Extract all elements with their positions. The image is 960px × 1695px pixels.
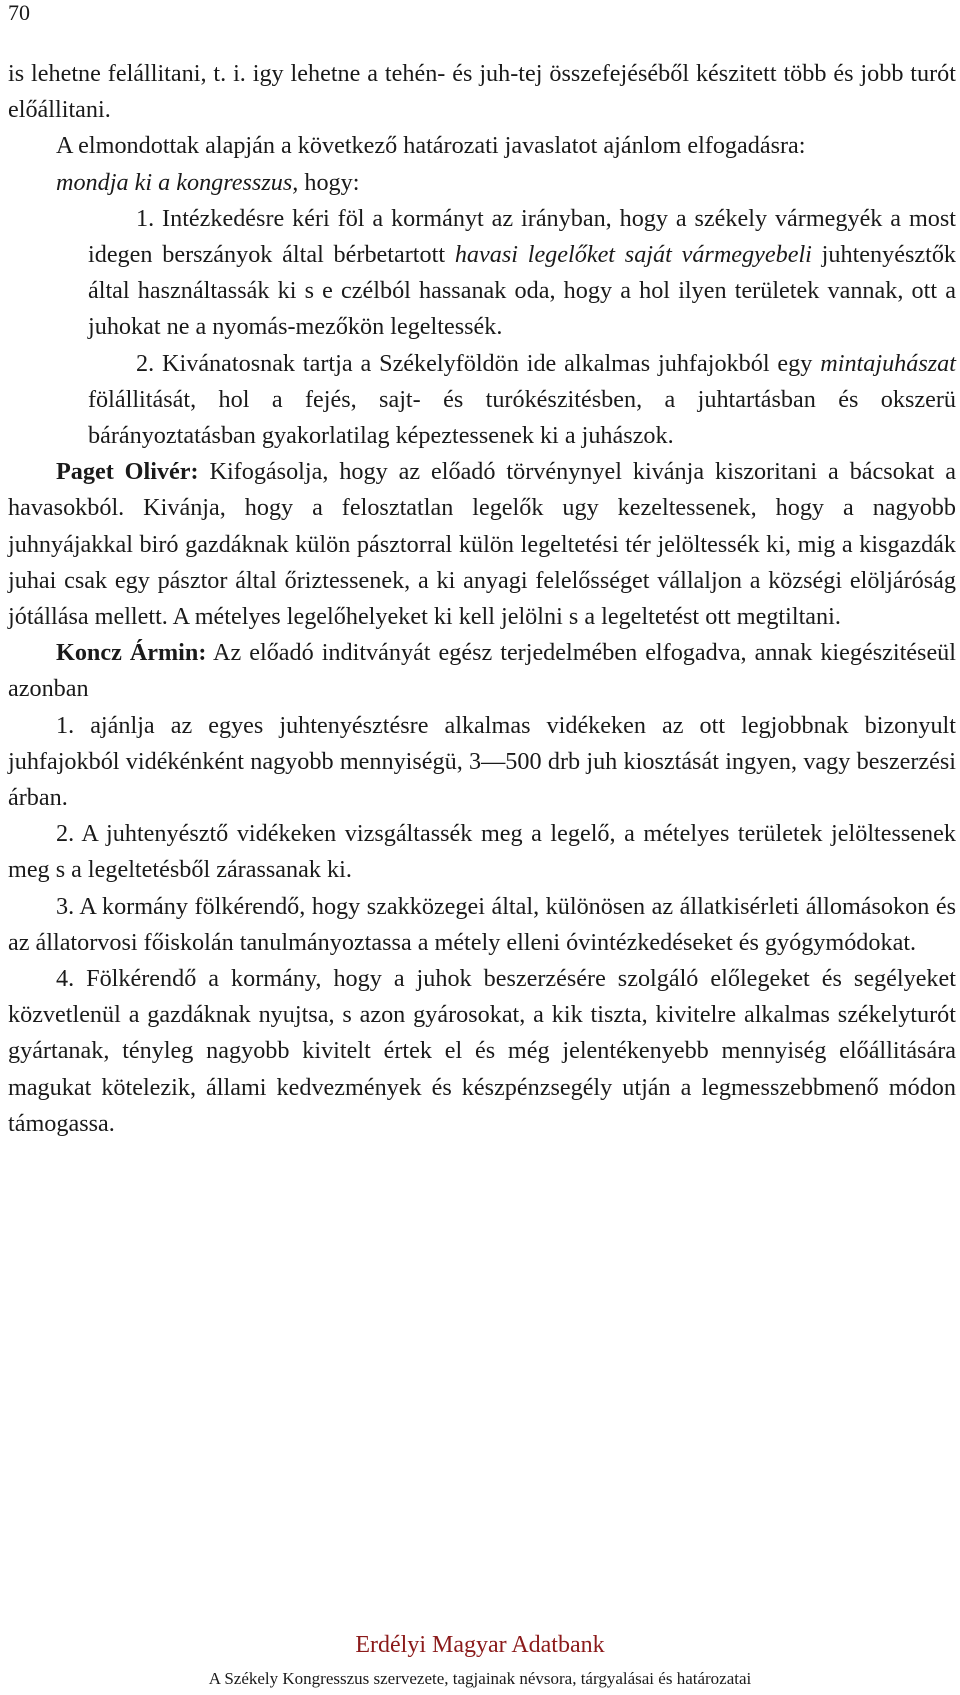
resolution-item-1-text-b: juhtenyésztők által használtassák ki s e czélból hassanak oda, hogy a hol ilyen területek vannak, ott a juhokat ne a nyomás-mezőkön legeltessék. bbox=[88, 241, 957, 341]
resolution-item-2 bbox=[88, 346, 956, 455]
paragraph-koncz bbox=[8, 635, 956, 707]
resolution-phrase-italic: mondja ki a kongresszus, bbox=[56, 168, 299, 196]
page-number: 70 bbox=[8, 0, 30, 25]
resolution-item-1 bbox=[88, 201, 956, 346]
koncz-item-3: 3. A kormány fölkérendő, hogy szakközegei által, különösen az állatkisérleti állomásokon és az állatorvosi főiskolán tanulmányoztassa a métely elleni óvintézkedéseket és gyógymódokat. bbox=[8, 892, 956, 956]
footer-brand: Erdélyi Magyar Adatbank bbox=[355, 1632, 605, 1658]
resolution-item-2-text-b: fölállitását, hol a fejés, sajt- és turókészitésben, a juhtartásban és okszerü bárányoztatásban gyakorlatilag képeztessenek ki a juhászok. bbox=[88, 385, 956, 450]
resolution-phrase-rest: hogy: bbox=[298, 168, 360, 196]
speaker-paget: Paget Olivér: bbox=[56, 458, 199, 486]
footer-subtitle: A Székely Kongresszus szervezete, tagjainak névsora, tárgyalásai és határozatai bbox=[208, 1669, 752, 1688]
paragraph-paget bbox=[8, 454, 956, 635]
paragraph-continuation: is lehetne felállitani, t. i. igy lehetne a tehén- és juh-tej összefejéséből készitett több és jobb turót előállitani. bbox=[8, 60, 956, 124]
paragraph-resolution-lead bbox=[8, 165, 956, 201]
resolution-item-1-text-a: 1. Intézkedésre kéri föl a kormányt az irányban, hogy a székely vármegyék a most idegen berszányok által bérbetartott bbox=[88, 204, 956, 269]
speaker-koncz: Koncz Ármin: bbox=[56, 639, 207, 667]
resolution-item-1-italic: havasi legelőket saját vármegyebeli bbox=[454, 241, 812, 269]
koncz-item-1: 1. ajánlja az egyes juhtenyésztésre alkalmas vidékeken az ott legjobbnak bizonyult juhfajokból vidékénként nagyobb mennyiségü, 3—500 drb juh kiosztását ingyen, vagy beszerzési árban. bbox=[8, 711, 956, 812]
koncz-item-4: 4. Fölkérendő a kormány, hogy a juhok beszerzésére szolgáló előlegeket és segélyeket közvetlenül a gazdáknak nyujtsa, s azon gyárosokat, a kik tiszta, kivitelre alkalmas székelyturót gyártanak, tényleg nagyobb kivitelt értek el és még jelentékenyebb mennyiség előállitására magukat kötelezik, állami kedvezmények és készpénzsegély utján a legmesszebbmenő módon támogassa. bbox=[8, 965, 956, 1137]
resolution-item-2-italic: mintajuhászat bbox=[820, 349, 956, 377]
koncz-item-2: 2. A juhtenyésztő vidékeken vizsgáltassék meg a legelő, a mételyes területek jelöltessenek meg s a legeltetésből zárassanak ki. bbox=[8, 820, 956, 884]
paragraph-proposal-intro: A elmondottak alapján a következő határozati javaslatot ajánlom elfogadásra: bbox=[56, 132, 806, 160]
koncz-statement: Az előadó inditványát egész terjedelmében elfogadva, annak kiegészitéseül azonban bbox=[8, 639, 956, 703]
paget-statement: Kifogásolja, hogy az előadó törvénynyel kivánja kiszoritani a bácsokat a havasokból. Kivánja, hogy a felosztatlan legelők ugy kezeltessenek, hogy a nagyobb juhnyájakkal biró gazdáknak külön pásztorral külön legeltetési tér jelöltessék ki, mig a kisgazdák juhai csak egy pásztor által őriztessenek, a ki anyagi felelősséget vállaljon a községi elöljáróság jótállása mellett. A mételyes legelőhelyeket ki kell jelölni s a legeltetést ott megtiltani. bbox=[8, 458, 956, 631]
body-text bbox=[8, 56, 956, 1142]
resolution-item-2-text-a: 2. Kivánatosnak tartja a Székelyföldön ide alkalmas juhfajokból egy bbox=[136, 349, 821, 377]
